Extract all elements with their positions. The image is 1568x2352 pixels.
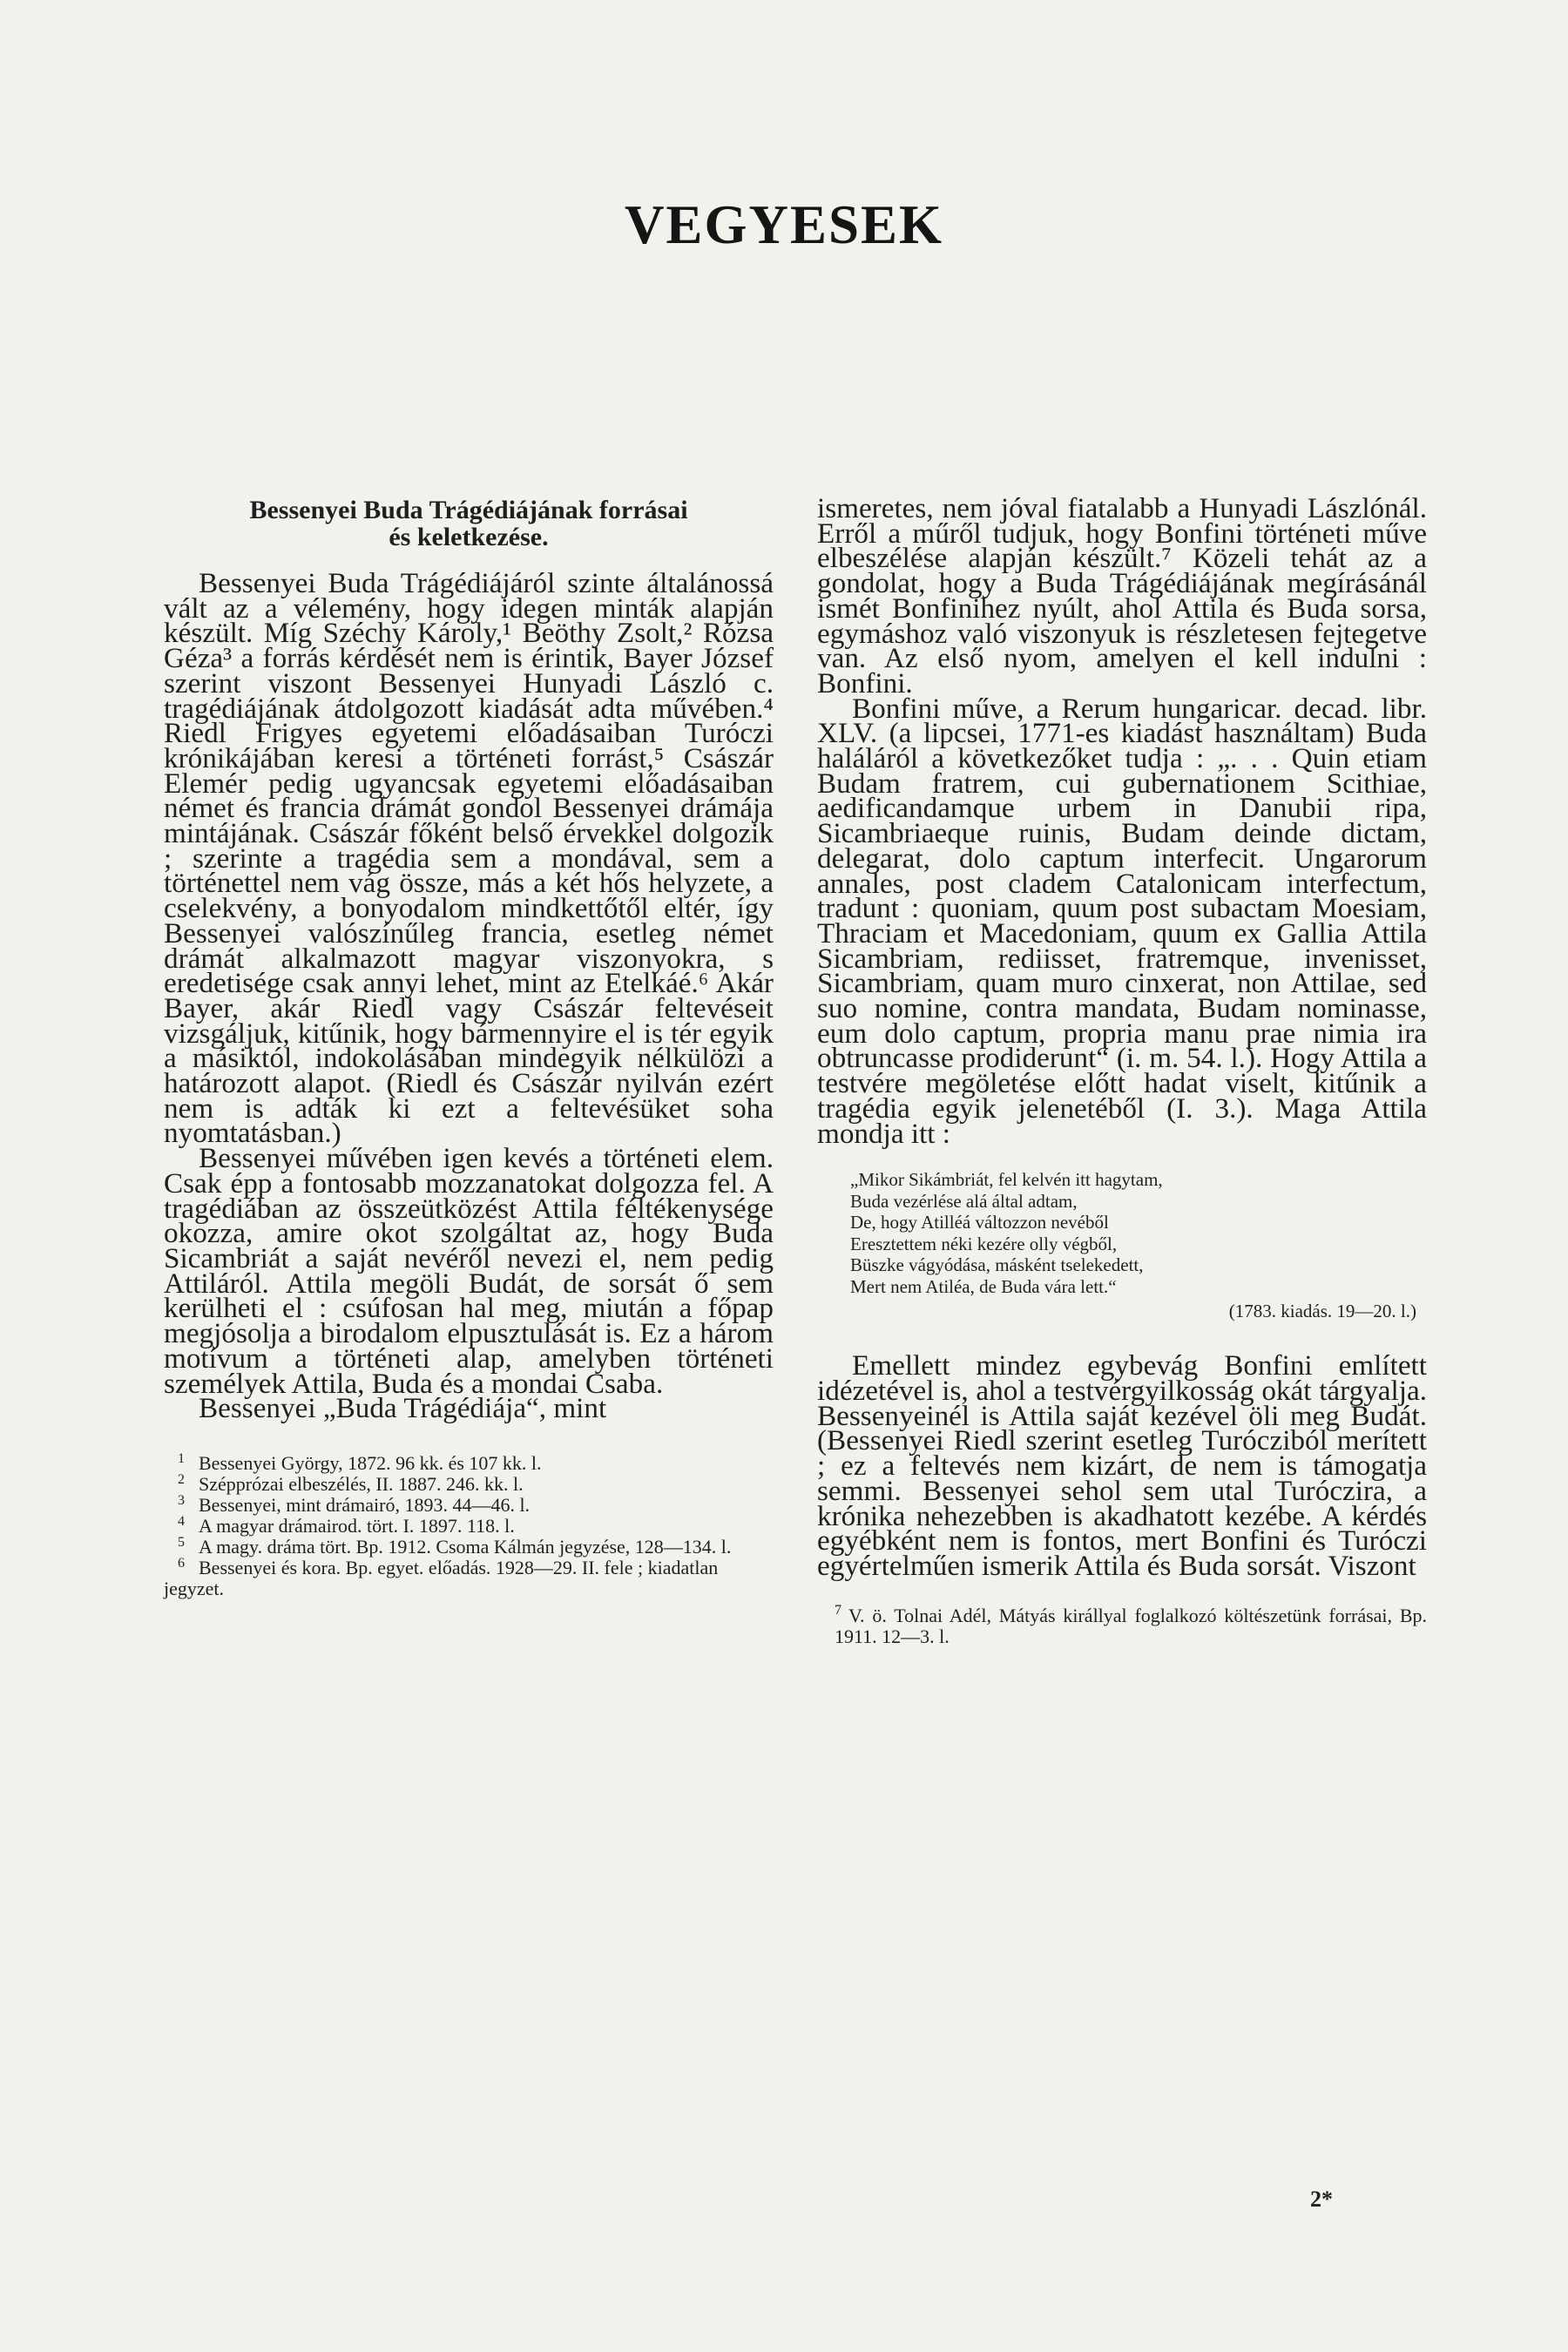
poem-line: Eresztettem néki kezére olly végből, [850, 1233, 1118, 1254]
footnote: 4 A magyar drámairod. tört. I. 1897. 118. l. [178, 1513, 515, 1537]
paragraph: ismeretes, nem jóval fiatalabb a Hunyadi Lászlónál. Erről a műről tudjuk, hogy Bonfini történeti műve elbeszélése alapján készült.⁷ Közeli tehát az a gondolat, hogy a Buda Trágédiájának megírásánál ismét Bonfinihez nyúlt, ahol Attila és Buda sorsa, egymáshoz való viszonyuk is részletesen fejtegetve van. Az első nyom, amelyen el kell indulni : Bonfini. [817, 492, 1427, 700]
poem-line: De, hogy Atilléá változzon nevéből [850, 1212, 1109, 1233]
poem-line: Buda vezérlése alá által adtam, [850, 1190, 1078, 1212]
page-signature: 2* [1310, 2186, 1333, 2212]
footnote-text: Bessenyei György, 1872. 96 kk. és 107 kk. l. [199, 1451, 542, 1474]
poem-quote [817, 1169, 1427, 1297]
footnote: 2 Szépprózai elbeszélés, II. 1887. 246. kk. l. [178, 1471, 524, 1495]
poem-line: Mert nem Atiléa, de Buda vára lett.“ [850, 1275, 1117, 1297]
article-title [164, 497, 774, 551]
paragraph: Emellett mindez egybevág Bonfini említett idézetével is, ahol a testvérgyilkosság okát tárgyalja. Bessenyeinél is Attila saját kezével öli meg Budát. (Bessenyei Riedl szerint esetleg Turócziból merített ; ez a feltevés nem kizárt, de nem is támogatja semmi. Bessenyei sehol sem utal Turóczira, a krónika nehezebben is akadhatott kezébe. A kérdés egyébként nem is fontos, mert Bonfini és Turóczi egyértelműen ismerik Attila és Buda sorsát. Viszont [817, 1349, 1427, 1582]
footnote-text: Bessenyei és kora. Bp. egyet. előadás. 1928—29. II. fele ; kiadatlan jegyzet. [164, 1556, 719, 1599]
paragraph: Bessenyei Buda Trágédiájáról szinte általánossá vált az a vélemény, hogy idegen minták alapján készült. Míg Széchy Károly,¹ Beöthy Zsolt,² Rózsa Géza³ a forrás kérdését nem is érintik, Bayer József szerint viszont Bessenyei Hunyadi László c. tragédiájának átdolgozott kiadását adta művében.⁴ Riedl Frigyes egyetemi előadásaiban Turóczi krónikájában keresi a történeti forrást,⁵ Császár Elemér pedig ugyancsak egyetemi előadásaiban német és francia drámát gondol Bessenyei drámája mintájának. Császár főként belső érvekkel dolgozik ; szerinte a tragédia sem a mondával, sem a történettel nem vág össze, más a két hős helyzete, a cselekvény, a bonyodalom mindkettőtől eltér, így Bessenyei valószínűleg francia, esetleg német drámát alkalmazott magyar viszonyokra, s eredetisége csak annyi lehet, mint az Etelkáé.⁶ Akár Bayer, akár Riedl vagy Császár feltevéseit vizsgáljuk, kitűnik, hogy bármennyire el is tér egyik a másiktól, indokolásában mindegyik nélkülözi a határozott alapot. (Riedl és Császár nyilván ezért nem is adták ki ezt a feltevésüket soha nyomtatásban.) [164, 567, 774, 1150]
poem-line: „Mikor Sikámbriát, fel kelvén itt hagytam, [850, 1169, 1163, 1191]
paragraph: Bonfini műve, a Rerum hungaricar. decad. libr. XLV. (a lipcsei, 1771-es kiadást használtam) Buda haláláról a következőket tudja : „. . . Quin etiam Budam fratrem, cui gubernationem Scithiae, aedificandamque urbem in Danubii ripa, Sicambriaeque ruinis, Budam deinde dictam, delegarat, dolo captum interfecit. Ungarorum annales, post cladem Catalonicam interfectum, tradunt : quoniam, quum post subactam Moesiam, Thraciam et Macedoniam, quum ex Gallia Attila Sicambriam, rediisset, fratremque, invenisset, Sicambriam, quam muro cinxerat, non Attilae, sed suo nomine, contra mandata, Budam nominasse, eum dolo captum, propria manu prae nimia ira obtruncasse prodiderunt“ (i. m. 54. l.). Hogy Attila a testvére megöletése előtt hadat viselt, kitűnik a tragédia egyik jelenetéből (I. 3.). Maga Attila mondja itt : [817, 692, 1427, 1150]
left-column [164, 497, 774, 1599]
footnote-text: A magy. dráma tört. Bp. 1912. Csoma Kálmán jegyzése, 128—134. l. [199, 1535, 732, 1558]
footnote-right [817, 1605, 1427, 1647]
footnote: 6 Bessenyei és kora. Bp. egyet. előadás. 1928—29. II. fele ; kiadatlan jegyzet. [164, 1555, 719, 1599]
footnote: 1 Bessenyei György, 1872. 96 kk. és 107 kk. l. [178, 1450, 542, 1474]
right-column [817, 492, 1427, 1647]
poem-line: Büszke vágyódása, másként tselekedett, [850, 1254, 1144, 1276]
footnote-text: V. ö. Tolnai Adél, Mátyás királlyal foglalkozó költészetünk forrásai, Bp. 1911. 12—3. l. [835, 1604, 1427, 1647]
footnote: 3 Bessenyei, mint drámairó, 1893. 44—46. l. [178, 1492, 531, 1516]
paragraph: Bessenyei „Buda Trágédiája“, mint [199, 1392, 607, 1425]
article-title-line-2: és keletkezése. [389, 523, 549, 551]
page-title: VEGYESEK [624, 194, 944, 255]
article-title-line-1: Bessenyei Buda Trágédiájának forrásai [249, 496, 688, 524]
footnote: 5 A magy. dráma tört. Bp. 1912. Csoma Kálmán jegyzése, 128—134. l. [178, 1534, 732, 1558]
footnote-spacer [164, 1422, 774, 1453]
footnote-text: Bessenyei, mint drámairó, 1893. 44—46. l. [199, 1493, 531, 1516]
footnotes-left [164, 1450, 774, 1599]
footnote-number: 7 [835, 1603, 841, 1619]
poem-source: (1783. kiadás. 19—20. l.) [1228, 1301, 1416, 1322]
paragraph: Bessenyei művében igen kevés a történeti elem. Csak épp a fontosabb mozzanatokat dolgozza fel. A tragédiában az összeütközést Attila féltékenysége okozza, amire okot szolgáltat az, hogy Buda Sicambriát a saját nevéről nevezi el, nem pedig Attiláról. Attila megöli Budát, de sorsát ő sem kerülheti el : csúfosan hal meg, miután a főpap megjósolja a birodalom elpusztulását is. Ez a három motívum a történeti alap, amelyben történeti személyek Attila, Buda és a mondai Csaba. [164, 1142, 774, 1400]
footnote-text: Szépprózai elbeszélés, II. 1887. 246. kk. l. [199, 1472, 524, 1495]
footnote-text: A magyar drámairod. tört. I. 1897. 118. l. [199, 1514, 515, 1537]
